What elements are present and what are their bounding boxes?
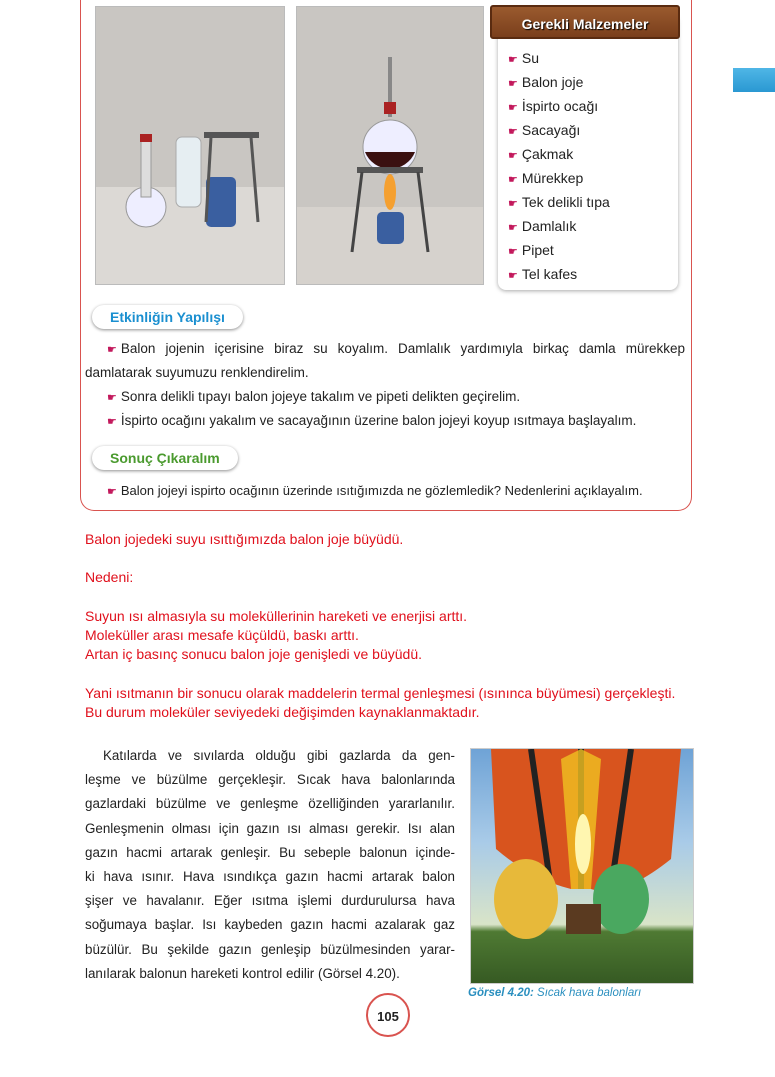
material-label: Sacayağı [521,122,581,138]
paragraph-line: soğumaya başlar. Isı kaybeden gazın hacmi azalarak gaz [85,917,455,933]
paragraph-line: Genleşmenin olması için gazın ısı alması gerekir. Isı alan [85,820,455,836]
answer-reason: Suyun ısı almasıyla su moleküllerinin hareketi ve enerjisi arttı. [85,608,468,624]
list-item [508,238,678,262]
step-text: Sonra delikli tıpayı balon jojeye takalım ve pipeti delikten geçirelim. [120,389,521,404]
pointing-hand-icon: ☛ [508,246,518,258]
answer-line: Balon jojedeki suyu ısıttığımızda balon joje büyüdü. [85,531,404,547]
procedure-step-cont: damlatarak suyumuzu renklendirelim. [85,365,309,380]
lab-equipment-image [96,7,284,284]
materials-title: Gerekli Malzemeler [490,5,680,39]
pointing-hand-icon: ☛ [508,54,518,66]
pointing-hand-icon: ☛ [107,392,117,404]
material-label: İspirto ocağı [521,98,599,114]
answer-summary: Yani ısıtmanın bir sonucu olarak maddelerin termal genleşmesi (ısınınca büyümesi) gerçekleşti. [85,685,676,701]
procedure-step [107,385,520,410]
material-label: Su [521,50,539,66]
hot-air-balloons-image [471,749,693,983]
pointing-hand-icon: ☛ [107,344,117,356]
paragraph-line: Katılarda ve sıvılarda olduğu gibi gazlarda da gen- [103,748,455,763]
figure-caption [468,987,641,999]
procedure-heading: Etkinliğin Yapılışı [92,305,243,329]
body-paragraph [85,744,455,986]
figure-caption-text: Sıcak hava balonları [537,987,642,999]
experiment-photo [296,6,484,285]
answer-summary: Bu durum moleküler seviyedeki değişimden kaynaklanmaktadır. [85,704,480,720]
pointing-hand-icon: ☛ [107,486,117,498]
heated-flask-image [297,7,483,284]
paragraph-line: gazlardaki büzülme ve genleşme özelliğinden yararlanılır. [85,796,455,812]
list-item [508,46,678,70]
paragraph-line: leşme ve büzülme gerçekleşir. Sıcak hava balonlarında [85,772,455,788]
hot-air-balloon-photo [470,748,694,984]
paragraph-line: lanılarak balonun hareketi kontrol edilir (Görsel 4.20). [85,965,400,981]
question-text: Balon jojeyi ispirto ocağının üzerinde ısıtığımızda ne gözlemledik? Nedenlerini açıklayalım. [120,483,643,498]
material-label: Tek delikli tıpa [521,194,610,210]
material-label: Balon joje [521,74,584,90]
pointing-hand-icon: ☛ [508,126,518,138]
list-item [508,142,678,166]
list-item [508,70,678,94]
material-label: Mürekkep [521,170,584,186]
pointing-hand-icon: ☛ [508,174,518,186]
answer-reason-label: Nedeni: [85,569,134,585]
list-item [508,94,678,118]
list-item [508,214,678,238]
pointing-hand-icon: ☛ [508,270,518,282]
figure-label: Görsel 4.20: [468,987,534,999]
paragraph-line: ki hava ısınır. Hava ısındıkça gazın hacmi artarak balon [85,869,455,885]
paragraph-line: büzülür. Bu şekilde gazın genleşip büzülmesinden yarar- [85,941,455,957]
list-item [508,262,678,286]
pointing-hand-icon: ☛ [508,150,518,162]
pointing-hand-icon: ☛ [508,102,518,114]
procedure-step [85,337,685,362]
list-item [508,118,678,142]
page-number: 105 [366,993,410,1037]
material-label: Damlalık [521,218,577,234]
list-item [508,166,678,190]
pointing-hand-icon: ☛ [508,222,518,234]
procedure-step [107,409,636,434]
answer-reason: Artan iç basınç sonucu balon joje genişledi ve büyüdü. [85,646,422,662]
conclusion-question [107,479,643,504]
pointing-hand-icon: ☛ [508,198,518,210]
paragraph-line: şişer ve havalanır. Eğer ısıtma işlemi durdurulursa hava [85,893,455,909]
material-label: Pipet [521,242,554,258]
step-text: Balon jojenin içerisine biraz su koyalım. Damlalık yardımıyla birkaç damla mürekkep [120,341,685,356]
paragraph-line: gazın hacmi artarak genleşir. Bu sebeple balonun içinde- [85,844,455,860]
chapter-tab [733,68,775,92]
list-item [508,190,678,214]
pointing-hand-icon: ☛ [107,416,117,428]
materials-list-panel [498,14,678,290]
materials-photo [95,6,285,285]
pointing-hand-icon: ☛ [508,78,518,90]
step-text: İspirto ocağını yakalım ve sacayağının üzerine balon jojeyi koyup ısıtmaya başlayalım. [120,413,637,428]
material-label: Çakmak [521,146,574,162]
material-label: Tel kafes [521,266,578,282]
conclusion-heading: Sonuç Çıkaralım [92,446,238,470]
answer-reason: Moleküller arası mesafe küçüldü, baskı arttı. [85,627,359,643]
